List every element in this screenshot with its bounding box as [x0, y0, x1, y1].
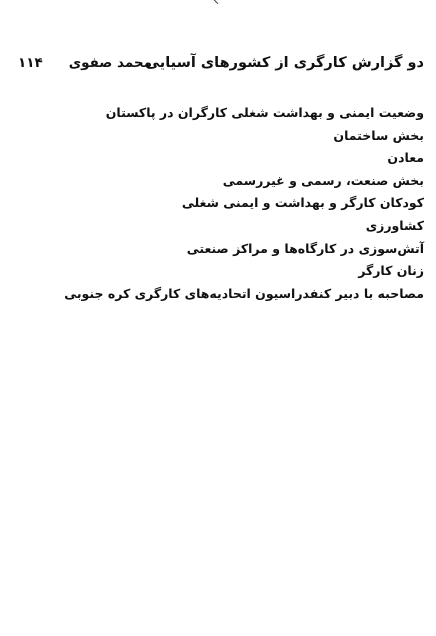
running-header: [18, 55, 424, 77]
running-title: دو گزارش کارگری از کشورهای آسیایی: [145, 55, 424, 71]
page-edge-mark: [213, 0, 222, 4]
author-name: محمد صفوی: [68, 55, 152, 71]
list-item: بخش ساختمان: [333, 127, 424, 143]
list-item: بخش صنعت، رسمی و غیررسمی: [222, 172, 424, 188]
list-item: زنان کارگر: [358, 263, 424, 279]
list-item: وضعیت ایمنی و بهداشت شغلی کارگران در پاکستان: [105, 105, 424, 120]
list-item: کشاورزی: [365, 217, 424, 233]
list-item: آتش‌سوزی در کارگاه‌ها و مراکز صنعتی: [186, 240, 424, 256]
list-item: مصاحبه با دبیر کنفدراسیون اتحادیه‌های کارگری کره جنوبی: [64, 285, 424, 301]
page-number: ۱۱۴: [18, 55, 43, 71]
list-item: کودکان کارگر و بهداشت و ایمنی شغلی: [181, 195, 424, 211]
contents-list: [64, 102, 424, 305]
list-item: معادن: [387, 150, 424, 166]
